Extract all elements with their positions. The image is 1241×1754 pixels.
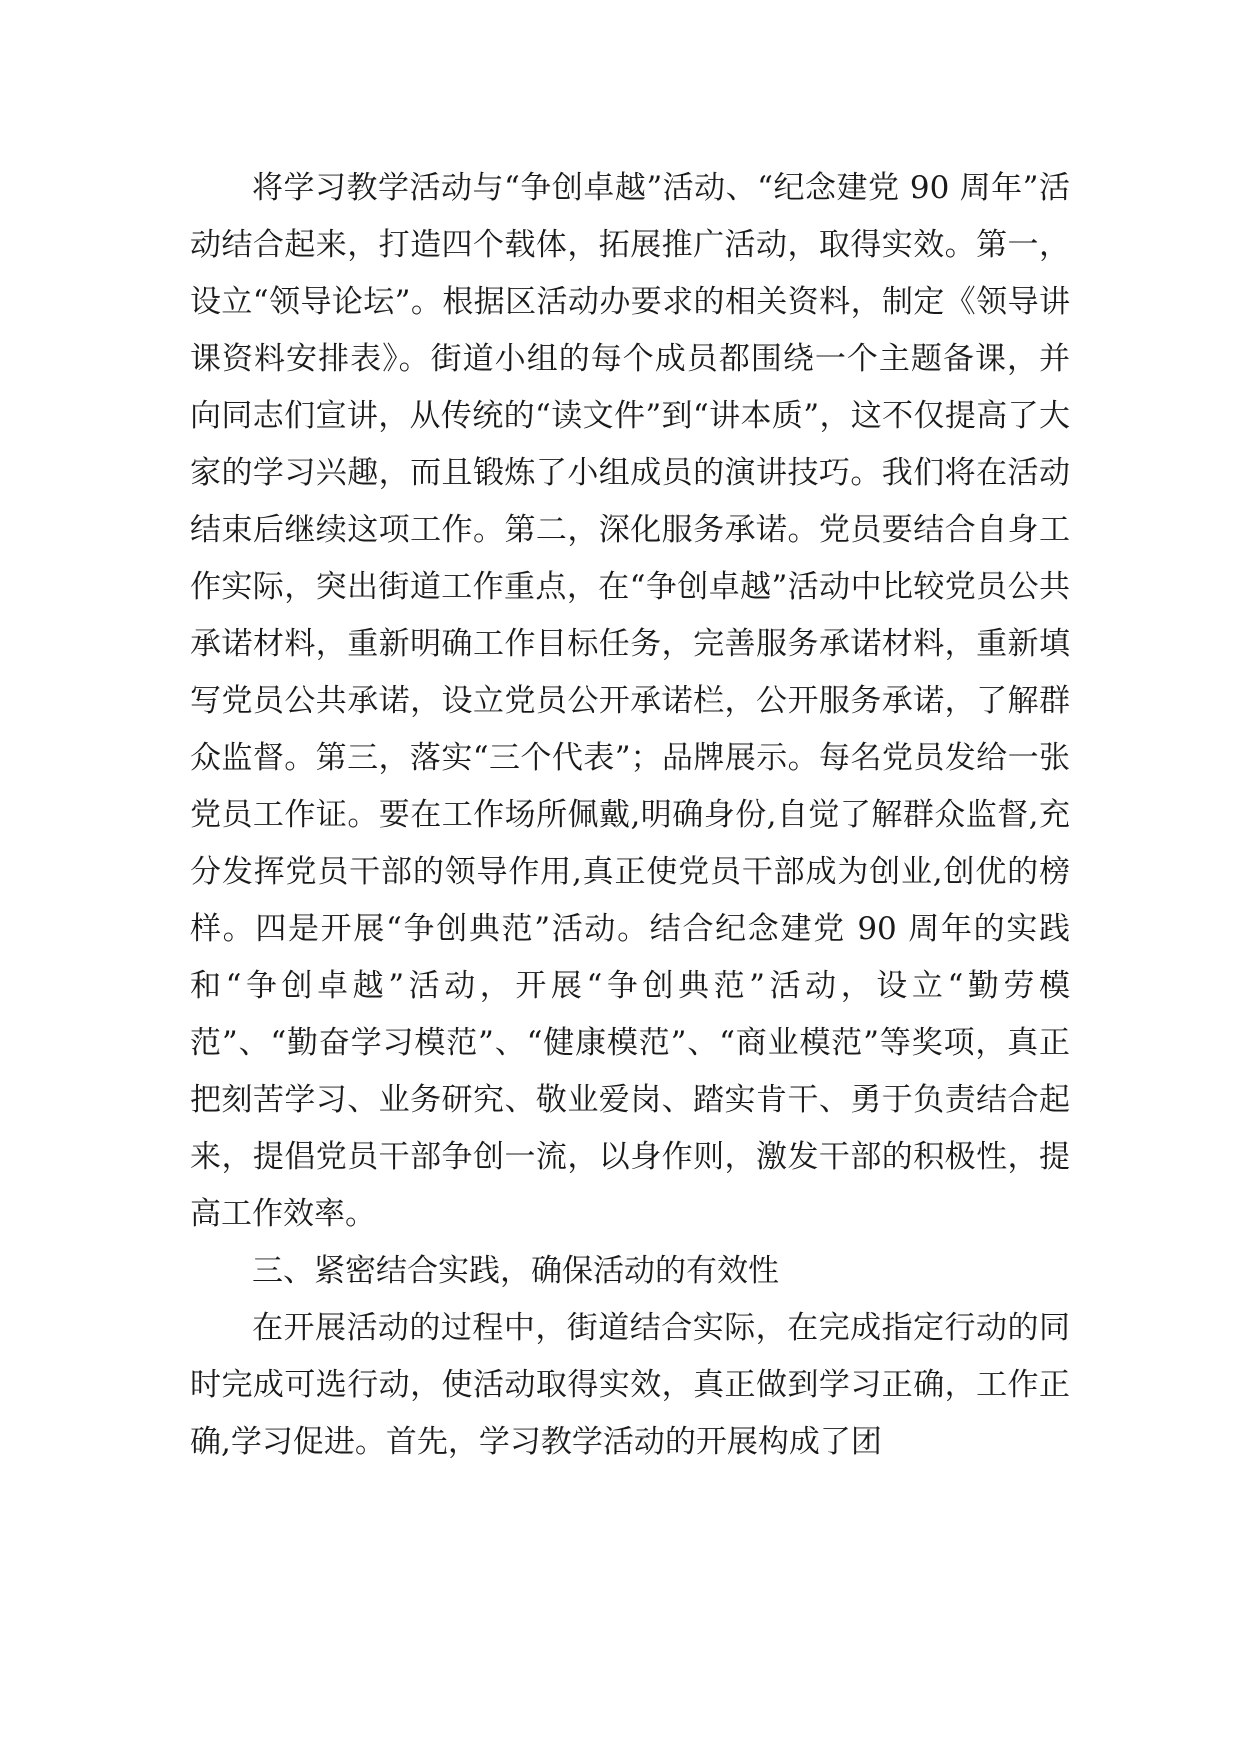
body-paragraph: 将学习教学活动与“争创卓越”活动、“纪念建党 90 周年”活动结合起来，打造四个载体，拓展推广活动，取得实效。第一，设立“领导论坛”。根据区活动办要求的相关资料，制定《领导讲课资料安排表》。街道小组的每个成员都围绕一个主题备课，并向同志们宣讲，从传统的“读文件”到“讲本质”，这不仅提高了大家的学习兴趣，而且锻炼了小组成员的演讲技巧。我们将在活动结束后继续这项工作。第二，深化服务承诺。党员要结合自身工作实际，突出街道工作重点，在“争创卓越”活动中比较党员公共承诺材料，重新明确工作目标任务，完善服务承诺材料，重新填写党员公共承诺，设立党员公开承诺栏，公开服务承诺，了解群众监督。第三，落实“三个代表”；品牌展示。每名党员发给一张党员工作证。要在工作场所佩戴,明确身份,自觉了解群众监督,充分发挥党员干部的领导作用,真正使党员干部成为创业,创优的榜样。四是开展“争创典范”活动。结合纪念建党 90 周年的实践和“争创卓越”活动，开展“争创典范”活动，设立“勤劳模范”、“勤奋学习模范”、“健康模范”、“商业模范”等奖项，真正把刻苦学习、业务研究、敬业爱岗、踏实肯干、勇于负责结合起来，提倡党员干部争创一流，以身作则，激发干部的积极性，提高工作效率。	[190, 170, 1070, 1232]
body-paragraph: 在开展活动的过程中，街道结合实际，在完成指定行动的同时完成可选行动，使活动取得实效，真正做到学习正确，工作正确,学习促进。首先，学习教学活动的开展构成了团	[190, 1310, 1070, 1460]
section-heading: 三、紧密结合实践，确保活动的有效性	[252, 1253, 779, 1289]
document-body	[190, 160, 1070, 1471]
